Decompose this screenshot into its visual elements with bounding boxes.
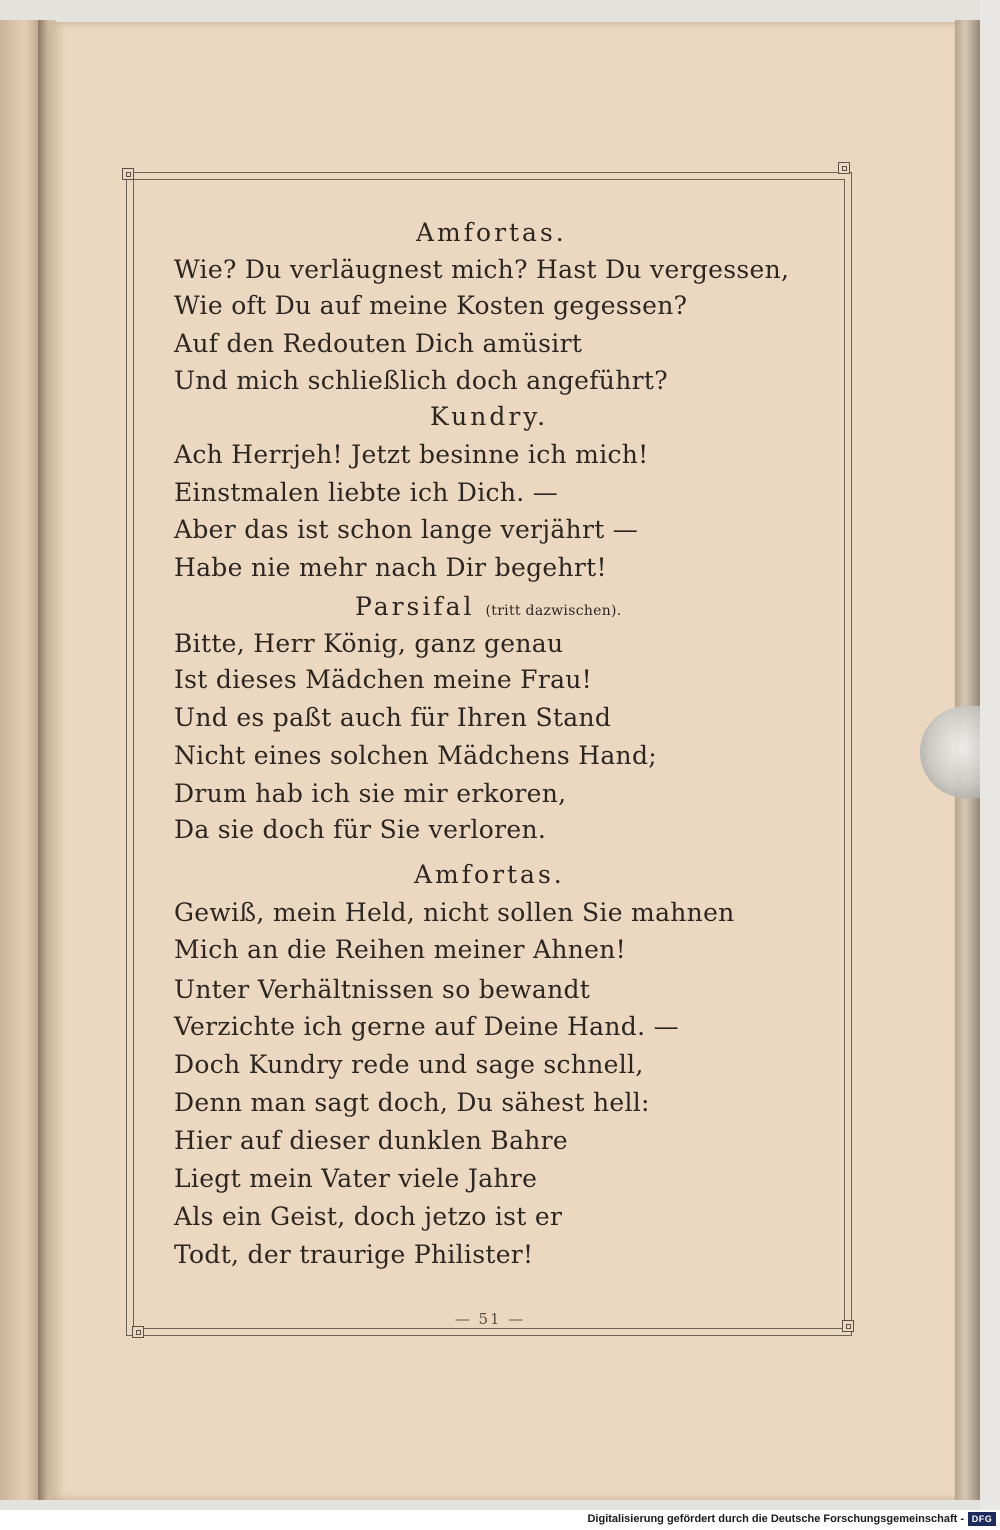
- verse-line: Denn man sagt doch, Du sähest hell:: [174, 1088, 650, 1117]
- verse-line: Einstmalen liebte ich Dich. —: [174, 478, 559, 507]
- verse-line: Hier auf dieser dunklen Bahre: [174, 1126, 569, 1155]
- speaker-name: [355, 592, 622, 626]
- verse-line: Verzichte ich gerne auf Deine Hand. —: [174, 1012, 679, 1041]
- speaker-name: Amfortas.: [416, 218, 567, 247]
- verse-line: Liegt mein Vater viele Jahre: [174, 1164, 538, 1193]
- verse-line: Aber das ist schon lange verjährt —: [174, 515, 639, 544]
- verse-line: Und mich schließlich doch angeführt?: [174, 366, 668, 395]
- footer-credit: Digitalisierung gefördert durch die Deutsche Forschungsgemeinschaft -: [587, 1513, 964, 1525]
- digitization-footer: [0, 1510, 1000, 1530]
- verse-line: Habe nie mehr nach Dir begehrt!: [174, 553, 607, 582]
- verse-line: Todt, der traurige Philister!: [174, 1240, 534, 1269]
- speaker-name-text: Parsifal: [355, 592, 475, 621]
- verse-line: Gewiß, mein Held, nicht sollen Sie mahnen: [174, 898, 735, 927]
- speaker-name: Kundry.: [430, 402, 549, 431]
- verse-line: Wie oft Du auf meine Kosten gegessen?: [174, 291, 688, 320]
- verse-line: Und es paßt auch für Ihren Stand: [174, 703, 612, 732]
- verse-line: Bitte, Herr König, ganz genau: [174, 629, 564, 658]
- verse-line: Wie? Du verläugnest mich? Hast Du vergessen,: [174, 255, 790, 284]
- verse-line: Ist dieses Mädchen meine Frau!: [174, 665, 593, 694]
- speaker-name: Amfortas.: [414, 860, 565, 889]
- verse-line: Als ein Geist, doch jetzo ist er: [174, 1202, 563, 1231]
- verse-line: Auf den Redouten Dich amüsirt: [174, 329, 583, 358]
- dfg-logo-icon: DFG: [968, 1512, 996, 1526]
- verse-line: Unter Verhältnissen so bewandt: [174, 975, 591, 1004]
- stage-direction: (tritt dazwischen).: [485, 603, 622, 619]
- verse-line: Ach Herrjeh! Jetzt besinne ich mich!: [174, 440, 649, 469]
- verse-line: Drum hab ich sie mir erkoren,: [174, 779, 567, 808]
- verse-line: Doch Kundry rede und sage schnell,: [174, 1050, 644, 1079]
- verse-line: Mich an die Reihen meiner Ahnen!: [174, 935, 626, 964]
- verse-line: Da sie doch für Sie verloren.: [174, 815, 547, 844]
- verse-line: Nicht eines solchen Mädchens Hand;: [174, 741, 657, 770]
- page-number: — 51 —: [454, 1310, 526, 1328]
